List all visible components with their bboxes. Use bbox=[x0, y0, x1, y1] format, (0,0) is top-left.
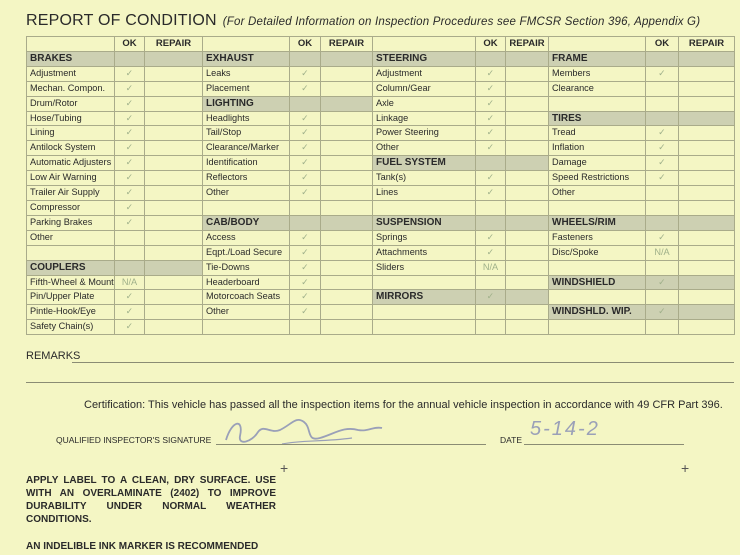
ok-check[interactable]: ✓ bbox=[476, 66, 506, 81]
date-label: DATE bbox=[500, 435, 523, 445]
table-row bbox=[27, 275, 735, 290]
repair-cell[interactable] bbox=[145, 111, 203, 126]
table-row bbox=[27, 290, 735, 305]
section-wheels-rim: WHEELS/RIM bbox=[549, 215, 646, 230]
ok-na-mark[interactable]: N/A bbox=[646, 245, 679, 260]
ok-check[interactable]: ✓ bbox=[115, 81, 145, 96]
repair-cell[interactable] bbox=[321, 260, 373, 275]
item-label: Tail/Stop bbox=[203, 126, 290, 141]
table-row bbox=[27, 111, 735, 126]
table-header-row bbox=[27, 37, 735, 52]
item-label: Members bbox=[549, 66, 646, 81]
ok-check[interactable]: ✓ bbox=[646, 230, 679, 245]
repair-cell[interactable] bbox=[145, 320, 203, 335]
item-label: Parking Brakes bbox=[27, 215, 115, 230]
repair-cell[interactable] bbox=[145, 290, 203, 305]
item-label: Adjustment bbox=[27, 66, 115, 81]
ok-check[interactable]: ✓ bbox=[476, 111, 506, 126]
ok-check[interactable]: ✓ bbox=[646, 305, 679, 320]
remarks-label: REMARKS bbox=[26, 350, 81, 362]
ok-check[interactable]: ✓ bbox=[290, 290, 321, 305]
repair-cell[interactable] bbox=[321, 126, 373, 141]
repair-cell[interactable] bbox=[679, 186, 735, 201]
item-label: Pin/Upper Plate bbox=[27, 290, 115, 305]
ok-check[interactable]: ✓ bbox=[115, 66, 145, 81]
ok-check[interactable]: ✓ bbox=[115, 156, 145, 171]
repair-cell[interactable] bbox=[506, 171, 549, 186]
item-label: Lining bbox=[27, 126, 115, 141]
repair-cell[interactable] bbox=[145, 200, 203, 215]
ok-check[interactable]: ✓ bbox=[115, 141, 145, 156]
ink-marker-note: AN INDELIBLE INK MARKER IS RECOMMENDED bbox=[26, 541, 259, 552]
item-label: Linkage bbox=[373, 111, 476, 126]
repair-cell[interactable] bbox=[145, 186, 203, 201]
repair-header: REPAIR bbox=[145, 37, 203, 52]
repair-cell[interactable] bbox=[145, 215, 203, 230]
table-row bbox=[27, 320, 735, 335]
item-label: Drum/Rotor bbox=[27, 96, 115, 111]
item-label: Mechan. Compon. bbox=[27, 81, 115, 96]
item-label: Low Air Warning bbox=[27, 171, 115, 186]
signature-line[interactable] bbox=[216, 444, 486, 445]
repair-cell[interactable] bbox=[679, 171, 735, 186]
repair-cell[interactable] bbox=[321, 81, 373, 96]
table-row bbox=[27, 186, 735, 201]
repair-cell[interactable] bbox=[321, 186, 373, 201]
item-label: Axle bbox=[373, 96, 476, 111]
table-row bbox=[27, 260, 735, 275]
repair-cell[interactable] bbox=[321, 305, 373, 320]
report-subtitle: (For Detailed Information on Inspection Procedures see FMCSR Section 396, Appendix G) bbox=[222, 16, 701, 28]
item-label: Other bbox=[203, 186, 290, 201]
repair-cell[interactable] bbox=[321, 66, 373, 81]
item-label: Reflectors bbox=[203, 171, 290, 186]
ok-check[interactable]: ✓ bbox=[115, 290, 145, 305]
item-label: Other bbox=[549, 186, 646, 201]
ok-check[interactable] bbox=[646, 81, 679, 96]
ok-check[interactable]: ✓ bbox=[476, 186, 506, 201]
ok-check[interactable]: ✓ bbox=[476, 245, 506, 260]
repair-cell[interactable] bbox=[145, 96, 203, 111]
repair-cell[interactable] bbox=[321, 290, 373, 305]
repair-cell[interactable] bbox=[506, 96, 549, 111]
condition-table bbox=[26, 36, 735, 335]
repair-header: REPAIR bbox=[506, 37, 549, 52]
item-label: Sliders bbox=[373, 260, 476, 275]
ok-check[interactable]: ✓ bbox=[290, 111, 321, 126]
ok-check[interactable]: ✓ bbox=[646, 171, 679, 186]
repair-cell[interactable] bbox=[145, 81, 203, 96]
ok-check[interactable]: ✓ bbox=[476, 81, 506, 96]
ok-check[interactable]: ✓ bbox=[115, 320, 145, 335]
ok-check[interactable]: ✓ bbox=[646, 156, 679, 171]
ok-check[interactable]: ✓ bbox=[646, 275, 679, 290]
item-label: Antilock System bbox=[27, 141, 115, 156]
item-label: Safety Chain(s) bbox=[27, 320, 115, 335]
repair-cell[interactable] bbox=[321, 111, 373, 126]
repair-cell[interactable] bbox=[145, 156, 203, 171]
item-label: Attachments bbox=[373, 245, 476, 260]
ok-check[interactable]: ✓ bbox=[115, 215, 145, 230]
ok-check[interactable]: ✓ bbox=[646, 66, 679, 81]
item-label: Other bbox=[27, 230, 115, 245]
repair-cell[interactable] bbox=[506, 245, 549, 260]
ok-check[interactable]: ✓ bbox=[290, 81, 321, 96]
item-label: Hose/Tubing bbox=[27, 111, 115, 126]
item-label: Access bbox=[203, 230, 290, 245]
repair-header: REPAIR bbox=[679, 37, 735, 52]
repair-cell[interactable] bbox=[679, 66, 735, 81]
repair-cell[interactable] bbox=[145, 126, 203, 141]
item-label: Clearance/Marker bbox=[203, 141, 290, 156]
ok-check[interactable]: ✓ bbox=[476, 126, 506, 141]
crosshair-mark: + bbox=[280, 460, 289, 476]
certification-text: Certification: This vehicle has passed all the inspection items for the annual vehicle inspection in accordance with 49 CFR Part 396. bbox=[84, 399, 723, 411]
table-row bbox=[27, 230, 735, 245]
ok-check[interactable]: ✓ bbox=[290, 141, 321, 156]
section-windshield: WINDSHIELD bbox=[549, 275, 646, 290]
ok-header: OK bbox=[476, 37, 506, 52]
section-brakes: BRAKES bbox=[27, 51, 115, 66]
ok-check[interactable]: ✓ bbox=[115, 200, 145, 215]
item-label: Leaks bbox=[203, 66, 290, 81]
repair-cell[interactable] bbox=[145, 66, 203, 81]
ok-check[interactable]: ✓ bbox=[115, 96, 145, 111]
table-row bbox=[27, 141, 735, 156]
item-label: Compressor bbox=[27, 200, 115, 215]
item-label: Tank(s) bbox=[373, 171, 476, 186]
ok-check[interactable]: ✓ bbox=[290, 260, 321, 275]
item-label: Headerboard bbox=[203, 275, 290, 290]
ok-check[interactable]: ✓ bbox=[646, 126, 679, 141]
ok-check[interactable]: ✓ bbox=[290, 156, 321, 171]
signature-scribble bbox=[222, 412, 392, 452]
repair-cell[interactable] bbox=[679, 81, 735, 96]
ok-check[interactable] bbox=[646, 186, 679, 201]
repair-cell[interactable] bbox=[506, 230, 549, 245]
ok-check[interactable]: ✓ bbox=[115, 186, 145, 201]
report-title-text: REPORT OF CONDITION bbox=[26, 12, 217, 29]
ok-check[interactable]: ✓ bbox=[290, 230, 321, 245]
repair-cell[interactable] bbox=[506, 126, 549, 141]
item-label: Lines bbox=[373, 186, 476, 201]
ok-na-mark[interactable]: N/A bbox=[476, 260, 506, 275]
ok-na-mark[interactable]: N/A bbox=[115, 275, 145, 290]
ok-check[interactable]: ✓ bbox=[476, 96, 506, 111]
date-value: 5-14-2 bbox=[530, 418, 600, 440]
repair-cell[interactable] bbox=[679, 141, 735, 156]
ok-check[interactable]: ✓ bbox=[476, 171, 506, 186]
repair-cell[interactable] bbox=[145, 275, 203, 290]
item-label: Speed Restrictions bbox=[549, 171, 646, 186]
repair-cell[interactable] bbox=[145, 171, 203, 186]
section-tires: TIRES bbox=[549, 111, 646, 126]
section-suspension: SUSPENSION bbox=[373, 215, 476, 230]
section-lighting: LIGHTING bbox=[203, 96, 290, 111]
item-label: Adjustment bbox=[373, 66, 476, 81]
repair-cell[interactable] bbox=[506, 260, 549, 275]
date-line[interactable] bbox=[524, 444, 684, 445]
section-exhaust: EXHAUST bbox=[203, 51, 290, 66]
ok-check[interactable]: ✓ bbox=[115, 126, 145, 141]
table-row bbox=[27, 81, 735, 96]
table-row bbox=[27, 200, 735, 215]
ok-header: OK bbox=[646, 37, 679, 52]
item-label: Identification bbox=[203, 156, 290, 171]
ok-check[interactable]: ✓ bbox=[476, 141, 506, 156]
ok-check[interactable]: ✓ bbox=[476, 230, 506, 245]
item-label: Clearance bbox=[549, 81, 646, 96]
ok-check[interactable]: ✓ bbox=[115, 111, 145, 126]
repair-cell[interactable] bbox=[321, 230, 373, 245]
item-label: Motorcoach Seats bbox=[203, 290, 290, 305]
ok-check[interactable]: ✓ bbox=[290, 126, 321, 141]
repair-cell[interactable] bbox=[145, 305, 203, 320]
table-row bbox=[27, 245, 735, 260]
item-label: Tie-Downs bbox=[203, 260, 290, 275]
item-label: Trailer Air Supply bbox=[27, 186, 115, 201]
item-label: Column/Gear bbox=[373, 81, 476, 96]
item-label: Inflation bbox=[549, 141, 646, 156]
ok-check[interactable]: ✓ bbox=[290, 186, 321, 201]
repair-cell[interactable] bbox=[321, 275, 373, 290]
apply-label-note: APPLY LABEL TO A CLEAN, DRY SURFACE. USE WITH AN OVERLAMINATE (2402) TO IMPROVE DURABILITY UNDER NORMAL WEATHER CONDITIONS. bbox=[26, 475, 276, 525]
repair-cell[interactable] bbox=[145, 141, 203, 156]
repair-cell[interactable] bbox=[145, 230, 203, 245]
table-row bbox=[27, 96, 735, 111]
ok-check[interactable]: ✓ bbox=[290, 171, 321, 186]
remarks-line-2[interactable] bbox=[26, 382, 734, 383]
table-row bbox=[27, 126, 735, 141]
item-label: Other bbox=[203, 305, 290, 320]
crosshair-mark: + bbox=[681, 460, 690, 476]
item-label: Springs bbox=[373, 230, 476, 245]
section-steering: STEERING bbox=[373, 51, 476, 66]
item-label: Disc/Spoke bbox=[549, 245, 646, 260]
item-label: Automatic Adjusters bbox=[27, 156, 115, 171]
repair-cell[interactable] bbox=[321, 141, 373, 156]
ok-check[interactable]: ✓ bbox=[476, 290, 506, 305]
item-label: Placement bbox=[203, 81, 290, 96]
section-cab-body: CAB/BODY bbox=[203, 215, 290, 230]
item-label: Pintle-Hook/Eye bbox=[27, 305, 115, 320]
section-mirrors: MIRRORS bbox=[373, 290, 476, 305]
item-label: Power Steering bbox=[373, 126, 476, 141]
repair-cell[interactable] bbox=[506, 66, 549, 81]
item-label: Other bbox=[373, 141, 476, 156]
repair-header: REPAIR bbox=[321, 37, 373, 52]
repair-cell[interactable] bbox=[679, 230, 735, 245]
item-label: Fifth-Wheel & Mount bbox=[27, 275, 115, 290]
ok-check[interactable]: ✓ bbox=[290, 275, 321, 290]
report-title bbox=[26, 12, 700, 30]
ok-check[interactable]: ✓ bbox=[115, 305, 145, 320]
ok-check[interactable]: ✓ bbox=[115, 171, 145, 186]
ok-check[interactable]: ✓ bbox=[290, 245, 321, 260]
signature-label: QUALIFIED INSPECTOR'S SIGNATURE bbox=[56, 435, 212, 445]
section-windshield-wiper: WINDSHLD. WIP. bbox=[549, 305, 646, 320]
ok-check[interactable]: ✓ bbox=[290, 305, 321, 320]
table-row bbox=[27, 66, 735, 81]
table-row bbox=[27, 51, 735, 66]
item-label: Fasteners bbox=[549, 230, 646, 245]
repair-cell[interactable] bbox=[321, 245, 373, 260]
ok-check[interactable]: ✓ bbox=[290, 66, 321, 81]
item-label: Eqpt./Load Secure bbox=[203, 245, 290, 260]
item-label: Damage bbox=[549, 156, 646, 171]
repair-cell[interactable] bbox=[679, 126, 735, 141]
repair-cell[interactable] bbox=[321, 156, 373, 171]
section-fuel-system: FUEL SYSTEM bbox=[373, 156, 476, 171]
repair-cell[interactable] bbox=[679, 245, 735, 260]
ok-check[interactable] bbox=[115, 230, 145, 245]
table-row bbox=[27, 305, 735, 320]
item-label: Headlights bbox=[203, 111, 290, 126]
table-row bbox=[27, 171, 735, 186]
ok-check[interactable]: ✓ bbox=[646, 141, 679, 156]
repair-cell[interactable] bbox=[506, 186, 549, 201]
repair-cell[interactable] bbox=[679, 156, 735, 171]
ok-header: OK bbox=[290, 37, 321, 52]
table-row bbox=[27, 215, 735, 230]
section-couplers: COUPLERS bbox=[27, 260, 115, 275]
repair-cell[interactable] bbox=[506, 111, 549, 126]
ok-header: OK bbox=[115, 37, 145, 52]
section-frame: FRAME bbox=[549, 51, 646, 66]
item-label: Tread bbox=[549, 126, 646, 141]
repair-cell[interactable] bbox=[506, 141, 549, 156]
repair-cell[interactable] bbox=[321, 171, 373, 186]
repair-cell[interactable] bbox=[506, 81, 549, 96]
remarks-line[interactable] bbox=[72, 362, 734, 363]
table-row bbox=[27, 156, 735, 171]
